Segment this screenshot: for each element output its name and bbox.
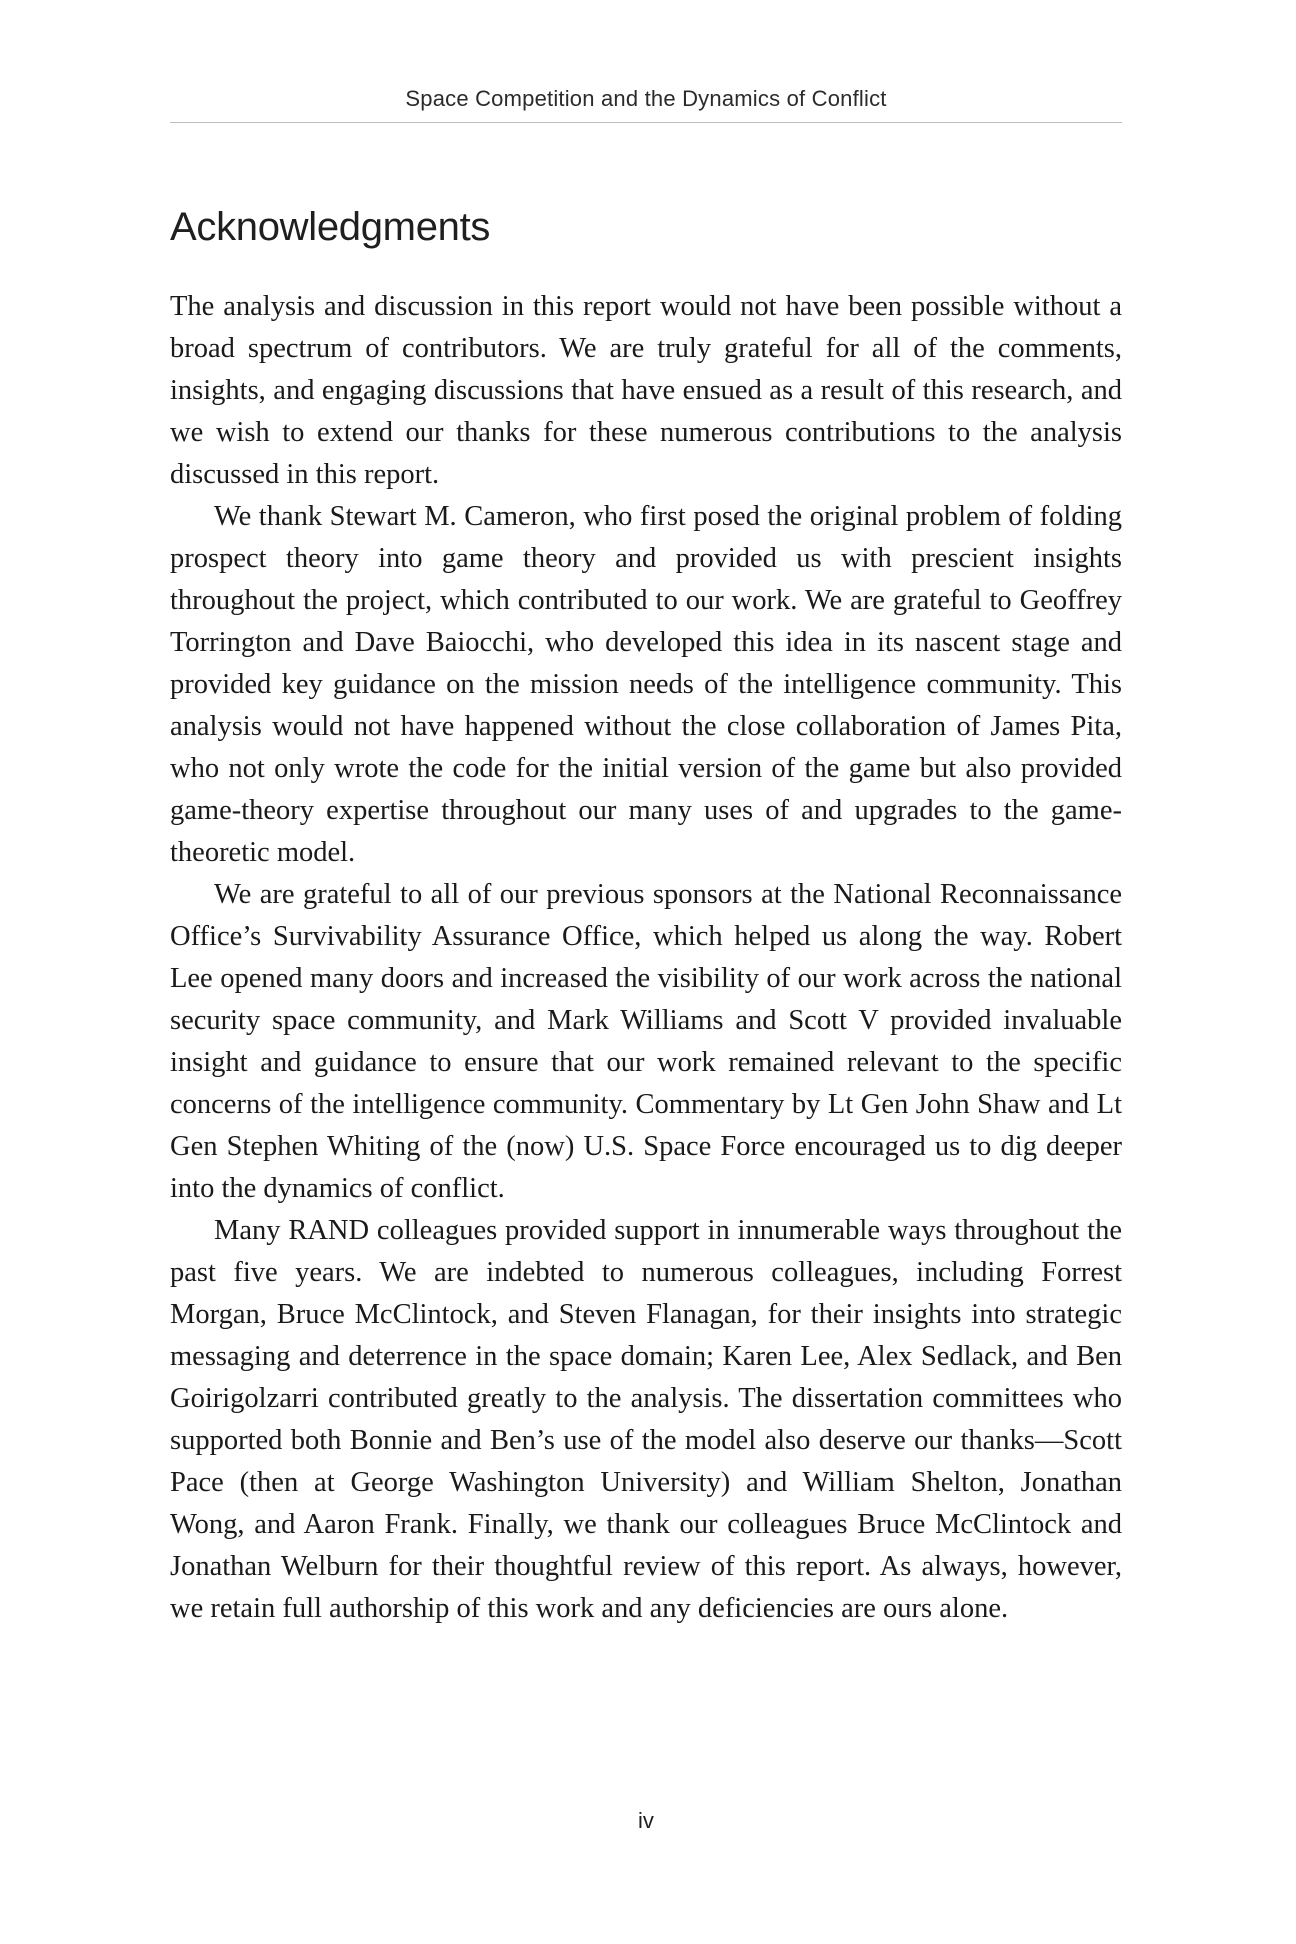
paragraph-4: Many RAND colleagues provided support in innumerable ways throughout the past five years. We are indebted to numerous colleagues, including Forrest Morgan, Bruce McClintock, and Steven Flanagan, for their insights into strategic messaging and deterrence in the space domain; Karen Lee, Alex Sedlack, and Ben Goirigolzarri contributed greatly to the analysis. The dissertation committees who supported both Bonnie and Ben’s use of the model also deserve our thanks—Scott Pace (then at George Washington University) and William Shelton, Jonathan Wong, and Aaron Frank. Finally, we thank our colleagues Bruce McClintock and Jonathan Welburn for their thoughtful review of this report. As always, however, we retain full authorship of this work and any deficiencies are ours alone. (170, 1215, 1122, 1624)
page-number: iv (638, 1808, 654, 1833)
body-text (170, 286, 1122, 1630)
paragraph-3: We are grateful to all of our previous sponsors at the National Reconnaissance Office’s Survivability Assurance Office, which helped us along the way. Robert Lee opened many doors and increased the visibility of our work across the national security space community, and Mark Williams and Scott V provided invaluable insight and guidance to ensure that our work remained relevant to the specific concerns of the intelligence community. Commentary by Lt Gen John Shaw and Lt Gen Stephen Whiting of the (now) U.S. Space Force encouraged us to dig deeper into the dynamics of conflict. (170, 879, 1122, 1204)
paragraph-1: The analysis and discussion in this report would not have been possible without a broad spectrum of contributors. We are truly grateful for all of the comments, insights, and engaging discussions that have ensued as a result of this research, and we wish to extend our thanks for these numerous contributions to the analysis discussed in this report. (170, 291, 1122, 490)
running-header: Space Competition and the Dynamics of Conflict (405, 86, 887, 111)
paragraph-2: We thank Stewart M. Cameron, who first posed the original problem of folding prospect theory into game theory and provided us with prescient insights throughout the project, which contributed to our work. We are grateful to Geoffrey Torrington and Dave Baiocchi, who developed this idea in its nascent stage and provided key guidance on the mission needs of the intelligence community. This analysis would not have happened without the close collaboration of James Pita, who not only wrote the code for the initial version of the game but also provided game-theory expertise throughout our many uses of and upgrades to the game-theoretic model. (170, 501, 1122, 868)
header-divider (170, 122, 1122, 123)
section-title: Acknowledgments (170, 205, 491, 249)
